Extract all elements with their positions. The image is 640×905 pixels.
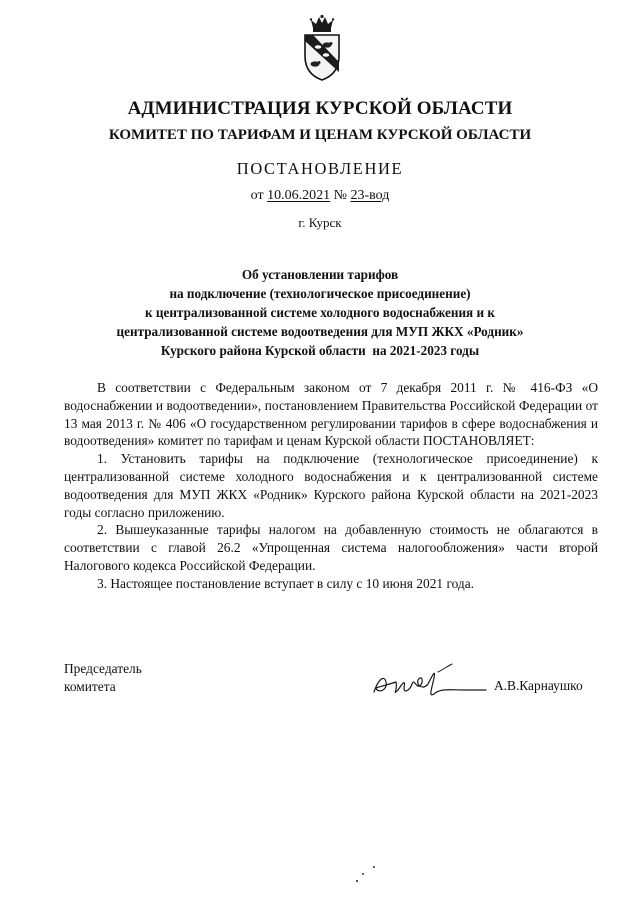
number-sign: № xyxy=(333,188,347,203)
organization-title: АДМИНИСТРАЦИЯ КУРСКОЙ ОБЛАСТИ xyxy=(127,98,513,119)
body-paragraph-preamble: В соответствии с Федеральным законом от 7 декабря 2011 г. № 416-ФЗ «О водоснабжении и водоотведении», постановлением Правительства Российской Федерации от 13 мая 2013 г. № 406 «О государственном регулировании тарифов в сфере водоснабжения и водоотведения» комитет по тарифам и ценам Курской области ПОСТАНОВЛЯЕТ: xyxy=(64,380,598,449)
document-date-number xyxy=(0,188,640,204)
scan-speck xyxy=(362,873,364,875)
scan-speck xyxy=(373,866,375,868)
document-type: ПОСТАНОВЛЕНИЕ xyxy=(236,159,404,178)
body-paragraph-item-1: 1. Установить тарифы на подключение (технологическое присоединение) к централизованной системе холодного водоснабжения и к централизованной системе водоотведения для МУП ЖКХ «Родник» Курского района Курской области на 2021-2023 годы согласно приложению. xyxy=(64,451,598,520)
signatory-title-line1: Председатель xyxy=(64,661,142,676)
signatory-title-line2: комитета xyxy=(64,679,116,694)
signatory-title xyxy=(64,660,142,696)
scan-speck xyxy=(356,880,358,882)
document-date: 10.06.2021 xyxy=(267,188,331,203)
subject-line: к централизованной системе холодного водоснабжения и к xyxy=(144,305,495,320)
body-paragraph-item-3: 3. Настоящее постановление вступает в силу с 10 июня 2021 года. xyxy=(97,575,475,591)
document-subject xyxy=(0,265,640,360)
handwritten-signature xyxy=(368,660,488,704)
date-prefix: от xyxy=(250,188,264,203)
subject-line: Об установлении тарифов xyxy=(241,267,399,282)
document-body xyxy=(64,379,598,593)
subject-line: централизованной системе водоотведения для МУП ЖКХ «Родник» xyxy=(116,324,524,339)
coat-of-arms-icon xyxy=(300,14,344,82)
body-paragraph-item-2: 2. Вышеуказанные тарифы налогом на добавленную стоимость не облагаются в соответствии с главой 26.2 «Упрощенная система налогообложения» части второй Налогового кодекса Российской Федерации. xyxy=(64,522,598,573)
city: г. Курск xyxy=(298,215,342,230)
committee-title: КОМИТЕТ ПО ТАРИФАМ И ЦЕНАМ КУРСКОЙ ОБЛАСТИ xyxy=(108,127,532,143)
signatory-name: А.В.Карнаушко xyxy=(494,678,583,693)
document-number: 23-вод xyxy=(350,188,390,203)
subject-line: на подключение (технологическое присоединение) xyxy=(169,286,471,301)
subject-line: Курского района Курской области на 2021-2023 годы xyxy=(160,343,480,358)
